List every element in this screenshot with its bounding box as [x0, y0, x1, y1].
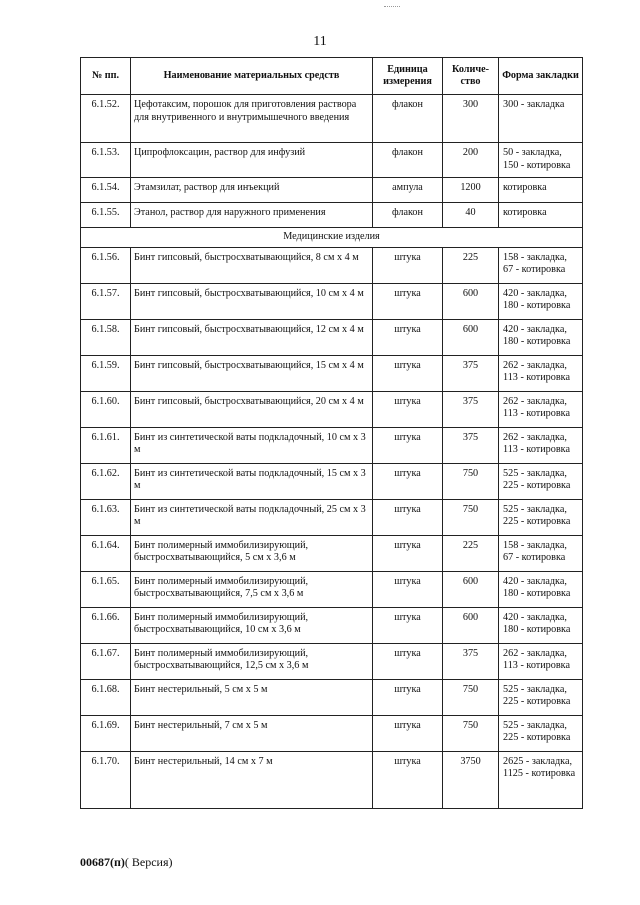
- cell-unit: штука: [373, 391, 443, 427]
- cell-unit: штука: [373, 679, 443, 715]
- cell-name: Бинт нестерильный, 5 см х 5 м: [131, 679, 373, 715]
- footer-code: 00687(п): [80, 855, 125, 869]
- cell-unit: штука: [373, 319, 443, 355]
- table-row: [81, 679, 583, 715]
- header-qty: Количе-ство: [443, 58, 499, 95]
- cell-num: 6.1.62.: [81, 463, 131, 499]
- cell-unit: флакон: [373, 203, 443, 228]
- cell-form: 525 - закладка, 225 - котировка: [499, 679, 583, 715]
- cell-unit: штука: [373, 499, 443, 535]
- cell-qty: 750: [443, 715, 499, 751]
- cell-form: 420 - закладка, 180 - котировка: [499, 571, 583, 607]
- cell-form: 525 - закладка, 225 - котировка: [499, 499, 583, 535]
- table-row: [81, 178, 583, 203]
- cell-qty: 375: [443, 391, 499, 427]
- cell-num: 6.1.58.: [81, 319, 131, 355]
- cell-name: Бинт полимерный иммобилизирующий, быстросхватывающийся, 5 см х 3,6 м: [131, 535, 373, 571]
- cell-qty: 1200: [443, 178, 499, 203]
- table-row: [81, 463, 583, 499]
- table-row: [81, 571, 583, 607]
- cell-name: Бинт гипсовый, быстросхватывающийся, 10 см х 4 м: [131, 283, 373, 319]
- cell-num: 6.1.67.: [81, 643, 131, 679]
- cell-num: 6.1.55.: [81, 203, 131, 228]
- cell-unit: штука: [373, 643, 443, 679]
- cell-qty: 200: [443, 143, 499, 178]
- page-number: 11: [313, 34, 327, 49]
- table-row: [81, 319, 583, 355]
- cell-num: 6.1.69.: [81, 715, 131, 751]
- cell-num: 6.1.70.: [81, 751, 131, 808]
- cell-form: 2625 - закладка, 1125 - котировка: [499, 751, 583, 808]
- cell-num: 6.1.68.: [81, 679, 131, 715]
- cell-form: 50 - закладка, 150 - котировка: [499, 143, 583, 178]
- cell-form: 158 - закладка, 67 - котировка: [499, 247, 583, 283]
- cell-name: Бинт гипсовый, быстросхватывающийся, 8 см х 4 м: [131, 247, 373, 283]
- cell-qty: 600: [443, 283, 499, 319]
- cell-unit: штука: [373, 607, 443, 643]
- cell-qty: 750: [443, 679, 499, 715]
- cell-unit: штука: [373, 355, 443, 391]
- cell-form: 262 - закладка, 113 - котировка: [499, 427, 583, 463]
- cell-unit: штука: [373, 535, 443, 571]
- cell-qty: 300: [443, 95, 499, 143]
- table-row: [81, 427, 583, 463]
- cell-num: 6.1.56.: [81, 247, 131, 283]
- cell-num: 6.1.59.: [81, 355, 131, 391]
- cell-qty: 600: [443, 319, 499, 355]
- cell-name: Бинт из синтетической ваты подкладочный, 10 см х 3 м: [131, 427, 373, 463]
- footer-version: ( Версия): [124, 855, 173, 869]
- cell-num: 6.1.52.: [81, 95, 131, 143]
- cell-form: котировка: [499, 203, 583, 228]
- cell-num: 6.1.66.: [81, 607, 131, 643]
- header-form: Форма закладки: [499, 58, 583, 95]
- cell-qty: 750: [443, 499, 499, 535]
- cell-name: Бинт гипсовый, быстросхватывающийся, 15 см х 4 м: [131, 355, 373, 391]
- cell-qty: 375: [443, 355, 499, 391]
- cell-num: 6.1.57.: [81, 283, 131, 319]
- cell-name: Бинт полимерный иммобилизирующий, быстросхватывающийся, 10 см х 3,6 м: [131, 607, 373, 643]
- cell-name: Бинт нестерильный, 7 см х 5 м: [131, 715, 373, 751]
- cell-name: Бинт полимерный иммобилизирующий, быстросхватывающийся, 7,5 см х 3,6 м: [131, 571, 373, 607]
- cell-qty: 375: [443, 427, 499, 463]
- scan-mark: [384, 6, 400, 8]
- cell-name: Бинт гипсовый, быстросхватывающийся, 20 см х 4 м: [131, 391, 373, 427]
- cell-unit: штука: [373, 751, 443, 808]
- cell-form: 158 - закладка, 67 - котировка: [499, 535, 583, 571]
- materials-table: [80, 57, 583, 809]
- cell-unit: ампула: [373, 178, 443, 203]
- cell-qty: 600: [443, 607, 499, 643]
- table-row: [81, 499, 583, 535]
- cell-name: Цефотаксим, порошок для приготовления раствора для внутривенного и внутримышечного введения: [131, 95, 373, 143]
- cell-unit: штука: [373, 247, 443, 283]
- cell-name: Бинт из синтетической ваты подкладочный, 25 см х 3 м: [131, 499, 373, 535]
- table-row: [81, 355, 583, 391]
- table-body-top: [81, 95, 583, 228]
- cell-num: 6.1.63.: [81, 499, 131, 535]
- cell-qty: 600: [443, 571, 499, 607]
- table-row: [81, 283, 583, 319]
- cell-form: 420 - закладка, 180 - котировка: [499, 607, 583, 643]
- table-row: [81, 751, 583, 808]
- cell-form: 420 - закладка, 180 - котировка: [499, 319, 583, 355]
- table-row: [81, 95, 583, 143]
- cell-qty: 3750: [443, 751, 499, 808]
- cell-qty: 750: [443, 463, 499, 499]
- cell-unit: флакон: [373, 143, 443, 178]
- cell-form: 262 - закладка, 113 - котировка: [499, 391, 583, 427]
- cell-form: 525 - закладка, 225 - котировка: [499, 715, 583, 751]
- cell-name: Бинт нестерильный, 14 см х 7 м: [131, 751, 373, 808]
- header-name: Наименование материальных средств: [131, 58, 373, 95]
- cell-unit: флакон: [373, 95, 443, 143]
- table-row: [81, 203, 583, 228]
- table-body-bottom: [81, 247, 583, 808]
- cell-form: 300 - закладка: [499, 95, 583, 143]
- table-row: [81, 535, 583, 571]
- cell-qty: 40: [443, 203, 499, 228]
- table-header-row: [81, 58, 583, 95]
- cell-name: Бинт из синтетической ваты подкладочный, 15 см х 3 м: [131, 463, 373, 499]
- cell-qty: 225: [443, 247, 499, 283]
- cell-num: 6.1.65.: [81, 571, 131, 607]
- table-row: [81, 607, 583, 643]
- table-row: [81, 643, 583, 679]
- section-title: Медицинские изделия: [81, 228, 583, 248]
- cell-unit: штука: [373, 571, 443, 607]
- table-row: [81, 143, 583, 178]
- cell-form: 420 - закладка, 180 - котировка: [499, 283, 583, 319]
- table-row: [81, 391, 583, 427]
- table-row: [81, 247, 583, 283]
- cell-name: Этамзилат, раствор для инъекций: [131, 178, 373, 203]
- cell-name: Бинт полимерный иммобилизирующий, быстросхватывающийся, 12,5 см х 3,6 м: [131, 643, 373, 679]
- cell-num: 6.1.60.: [81, 391, 131, 427]
- cell-qty: 375: [443, 643, 499, 679]
- cell-num: 6.1.53.: [81, 143, 131, 178]
- cell-form: котировка: [499, 178, 583, 203]
- section-row: [81, 228, 583, 248]
- cell-name: Бинт гипсовый, быстросхватывающийся, 12 см х 4 м: [131, 319, 373, 355]
- cell-form: 262 - закладка, 113 - котировка: [499, 355, 583, 391]
- cell-num: 6.1.64.: [81, 535, 131, 571]
- header-unit: Единица измерения: [373, 58, 443, 95]
- cell-unit: штука: [373, 715, 443, 751]
- cell-qty: 225: [443, 535, 499, 571]
- cell-name: Этанол, раствор для наружного применения: [131, 203, 373, 228]
- cell-unit: штука: [373, 463, 443, 499]
- cell-form: 525 - закладка, 225 - котировка: [499, 463, 583, 499]
- table-row: [81, 715, 583, 751]
- cell-form: 262 - закладка, 113 - котировка: [499, 643, 583, 679]
- cell-num: 6.1.61.: [81, 427, 131, 463]
- document-footer: [80, 855, 173, 870]
- cell-name: Ципрофлоксацин, раствор для инфузий: [131, 143, 373, 178]
- header-num: № пп.: [81, 58, 131, 95]
- cell-unit: штука: [373, 283, 443, 319]
- cell-num: 6.1.54.: [81, 178, 131, 203]
- cell-unit: штука: [373, 427, 443, 463]
